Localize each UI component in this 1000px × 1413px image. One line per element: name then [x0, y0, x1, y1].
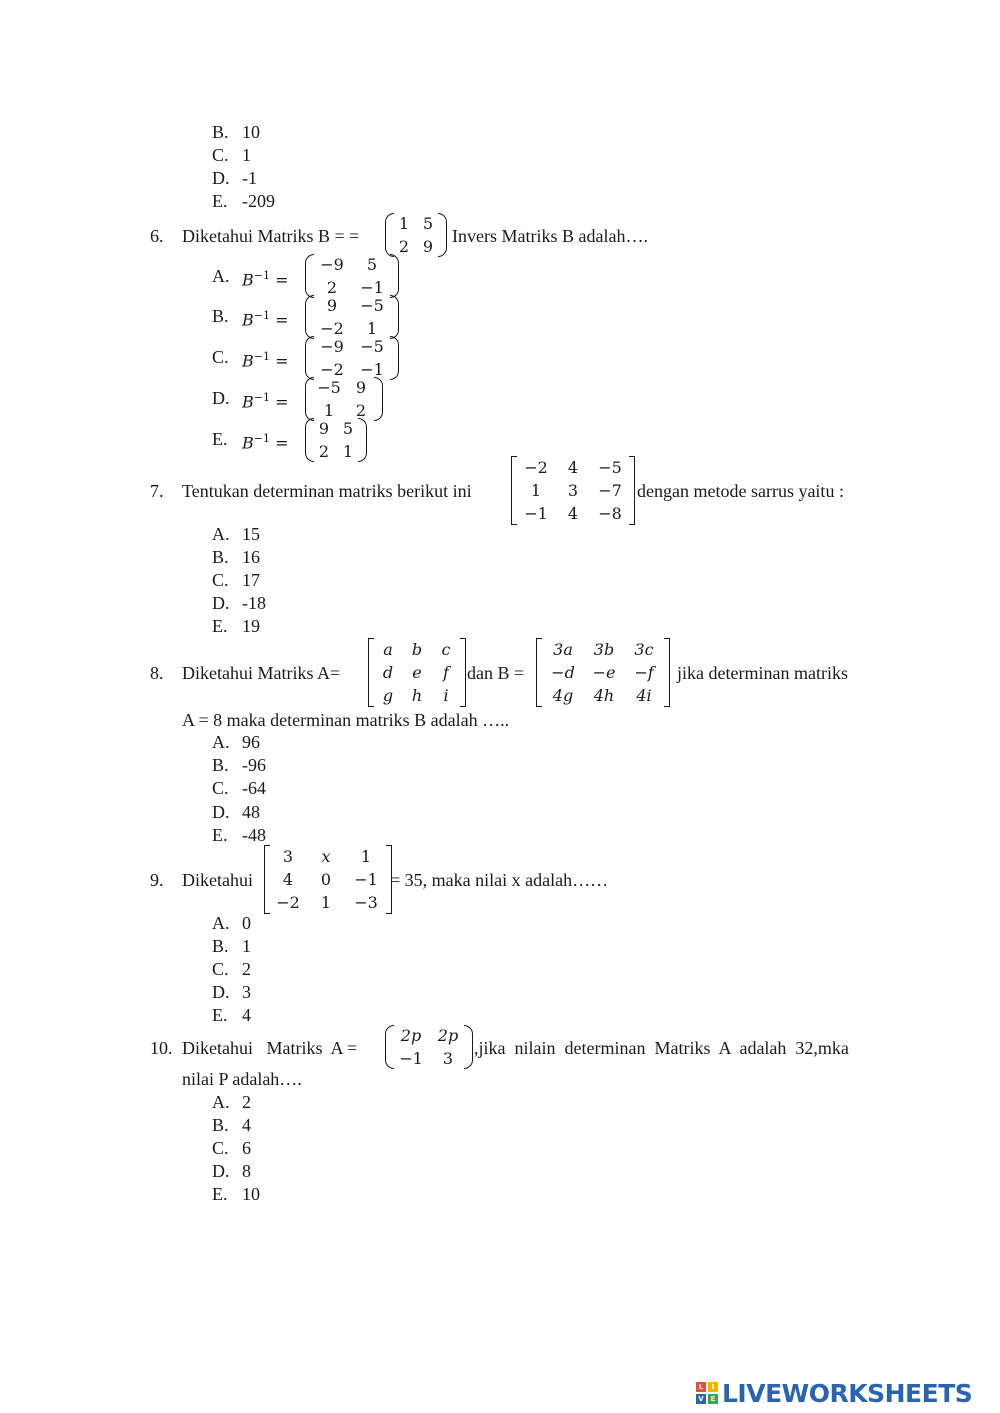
q8-number: 8.: [150, 663, 164, 683]
matrix-cell: 9: [318, 419, 330, 438]
matrix-cell: 2: [326, 278, 338, 297]
q6-number: 6.: [150, 226, 164, 246]
matrix-cell: −2: [320, 319, 344, 338]
q6-option-b-matrix: [312, 294, 392, 340]
q10-matrix: [392, 1024, 466, 1070]
matrix-cell: 1: [398, 214, 410, 233]
matrix-cell: −1: [360, 278, 384, 297]
matrix-cell: 9: [355, 378, 367, 397]
q10-option-e[interactable]: E. 10: [212, 1184, 260, 1204]
matrix-cell: c: [441, 640, 451, 659]
q8-option-b[interactable]: B. -96: [212, 755, 266, 775]
q7-number: 7.: [150, 481, 164, 501]
matrix-cell: −5: [360, 337, 384, 356]
q7-option-c[interactable]: C. 17: [212, 570, 260, 590]
q9-stem-a: Diketahui: [182, 870, 253, 890]
q9-option-b[interactable]: B. 1: [212, 936, 251, 956]
matrix-cell: −7: [598, 481, 622, 500]
q9-number: 9.: [150, 870, 164, 890]
q6-option-e-matrix: [312, 417, 360, 463]
matrix-cell: −5: [598, 458, 622, 477]
matrix-cell: −f: [634, 663, 654, 682]
q10-stem-b: ,jika nilain determinan Matriks A adalah 32,mka: [474, 1038, 849, 1058]
matrix-cell: 0: [320, 870, 332, 889]
q5-option-c[interactable]: C. 1: [212, 145, 251, 165]
q10-stem-c: nilai P adalah….: [182, 1069, 302, 1089]
matrix-cell: −1: [354, 870, 378, 889]
matrix-cell: 3: [567, 481, 579, 500]
matrix-cell: b: [411, 640, 423, 659]
q6-option-d[interactable]: D. $B^{-1}$ =: [212, 388, 289, 412]
option-lhs: $B^{-1}$ =: [242, 391, 289, 412]
matrix-cell: 4i: [636, 686, 652, 705]
matrix-cell: −2: [320, 360, 344, 379]
q5-option-d[interactable]: D. -1: [212, 168, 257, 188]
q9-option-c[interactable]: C. 2: [212, 959, 251, 979]
matrix-cell: 5: [422, 214, 434, 233]
q8-stem-a: Diketahui Matriks A=: [182, 663, 341, 683]
matrix-cell: −1: [399, 1049, 423, 1068]
q7-stem-b: dengan metode sarrus yaitu :: [637, 481, 844, 501]
q7-option-a[interactable]: A. 15: [212, 524, 260, 544]
q10-stem-a: Diketahui Matriks A =: [182, 1038, 358, 1058]
q8-option-e[interactable]: E. -48: [212, 825, 266, 845]
q6-option-d-matrix: [312, 376, 376, 422]
q7-matrix: [517, 456, 629, 525]
option-lhs: $B^{-1}$ =: [242, 269, 289, 290]
q9-option-d[interactable]: D. 3: [212, 982, 251, 1002]
matrix-cell: d: [382, 663, 394, 682]
q7-stem-a: Tentukan determinan matriks berikut ini: [182, 481, 472, 501]
q6-matrix: [392, 212, 440, 258]
matrix-cell: 4: [567, 458, 579, 477]
q8-option-a[interactable]: A. 96: [212, 732, 260, 752]
matrix-cell: 2: [318, 442, 330, 461]
q8-option-c[interactable]: C. -64: [212, 778, 266, 798]
q6-option-b[interactable]: B. $B^{-1}$ =: [212, 306, 289, 330]
matrix-cell: h: [411, 686, 423, 705]
logo-tile: I: [708, 1382, 718, 1392]
matrix-cell: 2: [398, 237, 410, 256]
matrix-cell: 2: [355, 401, 367, 420]
q5-option-b[interactable]: B. 10: [212, 122, 260, 142]
q7-option-d[interactable]: D. -18: [212, 593, 266, 613]
option-lhs: $B^{-1}$ =: [242, 432, 289, 453]
q9-stem-b: = 35, maka nilai x adalah……: [390, 870, 609, 890]
matrix-cell: a: [383, 640, 393, 659]
matrix-cell: −9: [320, 337, 344, 356]
matrix-cell: 4g: [552, 686, 574, 705]
q10-option-b[interactable]: B. 4: [212, 1115, 251, 1135]
q7-option-e[interactable]: E. 19: [212, 616, 260, 636]
q9-option-a[interactable]: A. 0: [212, 913, 251, 933]
q6-option-a[interactable]: A. $B^{-1}$ =: [212, 266, 289, 290]
matrix-cell: 4: [282, 870, 294, 889]
matrix-cell: 9: [326, 296, 338, 315]
matrix-cell: 3: [442, 1049, 454, 1068]
logo-tile: V: [696, 1394, 706, 1404]
matrix-cell: 4h: [593, 686, 615, 705]
q6-stem-a: Diketahui Matriks B = =: [182, 226, 360, 246]
matrix-cell: −5: [317, 378, 341, 397]
option-lhs: $B^{-1}$ =: [242, 309, 289, 330]
q7-option-b[interactable]: B. 16: [212, 547, 260, 567]
q6-option-a-matrix: [312, 253, 392, 299]
matrix-cell: −e: [592, 663, 616, 682]
logo-tile: L: [696, 1382, 706, 1392]
matrix-cell: 3: [282, 847, 294, 866]
q6-stem-b: Invers Matriks B adalah….: [452, 226, 648, 246]
matrix-cell: −2: [524, 458, 548, 477]
matrix-cell: 3c: [634, 640, 654, 659]
matrix-cell: 2p: [400, 1026, 422, 1045]
q8-matrix-b: [542, 638, 664, 707]
q6-option-c-matrix: [312, 335, 392, 381]
q8-matrix-a: [374, 638, 460, 707]
matrix-cell: −1: [524, 504, 548, 523]
q10-option-d[interactable]: D. 8: [212, 1161, 251, 1181]
q10-number: 10.: [150, 1038, 173, 1058]
logo-tile: E: [708, 1394, 718, 1404]
matrix-cell: −2: [276, 893, 300, 912]
matrix-cell: −d: [551, 663, 575, 682]
logo-text: LIVEWORKSHEETS: [722, 1378, 973, 1408]
q6-option-c[interactable]: C. $B^{-1}$ =: [212, 347, 289, 371]
q8-stem-d: A = 8 maka determinan matriks B adalah …..: [182, 710, 510, 730]
matrix-cell: −5: [360, 296, 384, 315]
matrix-cell: 1: [360, 847, 372, 866]
matrix-cell: 3a: [553, 640, 573, 659]
matrix-cell: g: [382, 686, 394, 705]
matrix-cell: x: [321, 847, 331, 866]
q10-option-a[interactable]: A. 2: [212, 1092, 251, 1112]
q6-option-e[interactable]: E. $B^{-1}$ =: [212, 429, 289, 453]
logo-tiles-icon: [696, 1382, 718, 1404]
matrix-cell: 1: [342, 442, 354, 461]
matrix-cell: 5: [342, 419, 354, 438]
matrix-cell: −1: [360, 360, 384, 379]
matrix-cell: 2p: [437, 1026, 459, 1045]
q5-option-e[interactable]: E. -209: [212, 191, 275, 211]
q9-option-e[interactable]: E. 4: [212, 1005, 251, 1025]
matrix-cell: i: [443, 686, 449, 705]
matrix-cell: 1: [366, 319, 378, 338]
matrix-cell: −3: [354, 893, 378, 912]
matrix-cell: f: [443, 663, 449, 682]
q9-matrix: [270, 845, 386, 914]
matrix-cell: 5: [366, 255, 378, 274]
matrix-cell: 4: [567, 504, 579, 523]
matrix-cell: 3b: [593, 640, 615, 659]
matrix-cell: −9: [320, 255, 344, 274]
matrix-cell: −8: [598, 504, 622, 523]
q8-stem-b: dan B =: [467, 663, 525, 683]
q10-option-c[interactable]: C. 6: [212, 1138, 251, 1158]
q8-stem-c: jika determinan matriks: [677, 663, 848, 683]
option-lhs: $B^{-1}$ =: [242, 350, 289, 371]
matrix-cell: e: [412, 663, 422, 682]
q8-option-d[interactable]: D. 48: [212, 802, 260, 822]
liveworksheets-logo[interactable]: [696, 1376, 972, 1410]
matrix-cell: 1: [530, 481, 542, 500]
matrix-cell: 1: [320, 893, 332, 912]
matrix-cell: 1: [323, 401, 335, 420]
matrix-cell: 9: [422, 237, 434, 256]
